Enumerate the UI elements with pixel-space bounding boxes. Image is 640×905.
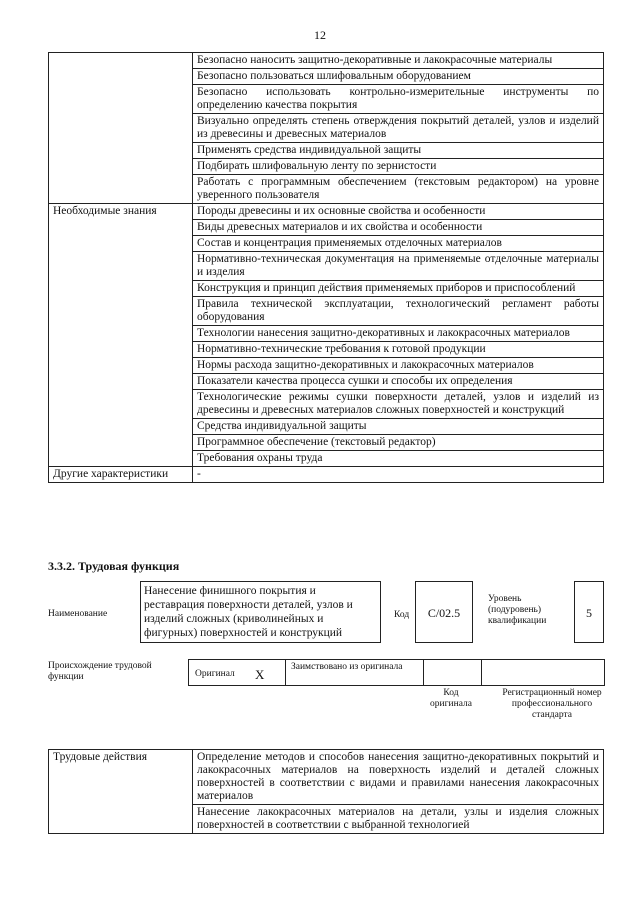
- page-number: 12: [314, 28, 326, 42]
- skill-row: [49, 53, 604, 69]
- other-value: -: [193, 467, 604, 483]
- skills-knowledge-table: [48, 52, 604, 483]
- knowledge-cell: Нормативно-технические требования к готовой продукции: [193, 342, 604, 358]
- skill-cell: Подбирать шлифовальную ленту по зернистости: [193, 159, 604, 175]
- skill-cell: Применять средства индивидуальной защиты: [193, 143, 604, 159]
- other-label: Другие характеристики: [49, 467, 193, 483]
- knowledge-cell: Программное обеспечение (текстовый редактор): [193, 435, 604, 451]
- divider: [423, 660, 424, 685]
- labor-actions-table: [48, 749, 604, 834]
- skill-cell: Работать с программным обеспечением (текстовым редактором) на уровне уверенного пользователя: [193, 175, 604, 204]
- knowledge-cell: Состав и концентрация применяемых отделочных материалов: [193, 236, 604, 252]
- skill-cell: Безопасно использовать контрольно-измерительные инструменты по определению качества покрытия: [193, 85, 604, 114]
- skill-cell: Безопасно наносить защитно-декоративные и лакокрасочные материалы: [193, 53, 604, 69]
- knowledge-cell: Показатели качества процесса сушки и способы их определения: [193, 374, 604, 390]
- knowledge-cell: Правила технической эксплуатации, технологический регламент работы оборудования: [193, 297, 604, 326]
- origin-label: Происхождение трудовой функции: [48, 661, 152, 682]
- knowledge-cell: Технологические режимы сушки поверхности деталей, узлов и изделий из древесины и древесных материалов сложных поверхностей и конструкций: [193, 390, 604, 419]
- knowledge-cell: Виды древесных материалов и их свойства и особенности: [193, 220, 604, 236]
- skills-label-cell: [49, 53, 193, 204]
- divider: [481, 660, 482, 685]
- skill-cell: Визуально определять степень отверждения покрытий деталей, узлов и изделий из древесины и древесных материалов: [193, 114, 604, 143]
- registration-caption: Регистрационный номер профессионального стандарта: [502, 688, 602, 720]
- action-row: [49, 750, 604, 805]
- original-label: Оригинал: [195, 669, 235, 679]
- function-name-box: Нанесение финишного покрытия и реставрация поверхности деталей, узлов и изделий сложных (криволинейных и фигурных) поверхностей и конструкций: [140, 581, 381, 643]
- level-box: 5: [574, 581, 604, 643]
- skill-cell: Безопасно пользоваться шлифовальным оборудованием: [193, 69, 604, 85]
- divider: [285, 660, 286, 685]
- action-cell: Нанесение лакокрасочных материалов на детали, узлы и изделия сложных поверхностей в соответствии с выбранной технологией: [193, 805, 604, 834]
- knowledge-cell: Средства индивидуальной защиты: [193, 419, 604, 435]
- level-label: Уровень (подуровень) квалификации: [488, 594, 547, 626]
- origin-box: [188, 659, 605, 686]
- name-label: Наименование: [48, 609, 108, 619]
- knowledge-cell: Конструкция и принцип действия применяемых приборов и приспособлений: [193, 281, 604, 297]
- action-cell: Определение методов и способов нанесения защитно-декоративных покрытий и лакокрасочных материалов на поверхность изделий и деталей сложных поверхностей в соответствии с видами и правилами нанесения лакокрасочных материалов: [193, 750, 604, 805]
- knowledge-cell: Породы древесины и их основные свойства и особенности: [193, 204, 604, 220]
- knowledge-cell: Нормы расхода защитно-декоративных и лакокрасочных материалов: [193, 358, 604, 374]
- code-label: Код: [394, 610, 410, 620]
- knowledge-cell: Технологии нанесения защитно-декоративных и лакокрасочных материалов: [193, 326, 604, 342]
- code-box: C/02.5: [415, 581, 473, 643]
- code-original-caption: Код оригинала: [430, 688, 472, 709]
- knowledge-cell: Нормативно-техническая документация на применяемые отделочные материалы и изделия: [193, 252, 604, 281]
- other-row: [49, 467, 604, 483]
- knowledge-label: Необходимые знания: [49, 204, 193, 467]
- section-heading: 3.3.2. Трудовая функция: [48, 559, 180, 573]
- borrowed-label: Заимствовано из оригинала: [291, 662, 403, 672]
- actions-label: Трудовые действия: [49, 750, 193, 834]
- knowledge-row: [49, 204, 604, 220]
- original-mark: X: [255, 667, 265, 682]
- knowledge-cell: Требования охраны труда: [193, 451, 604, 467]
